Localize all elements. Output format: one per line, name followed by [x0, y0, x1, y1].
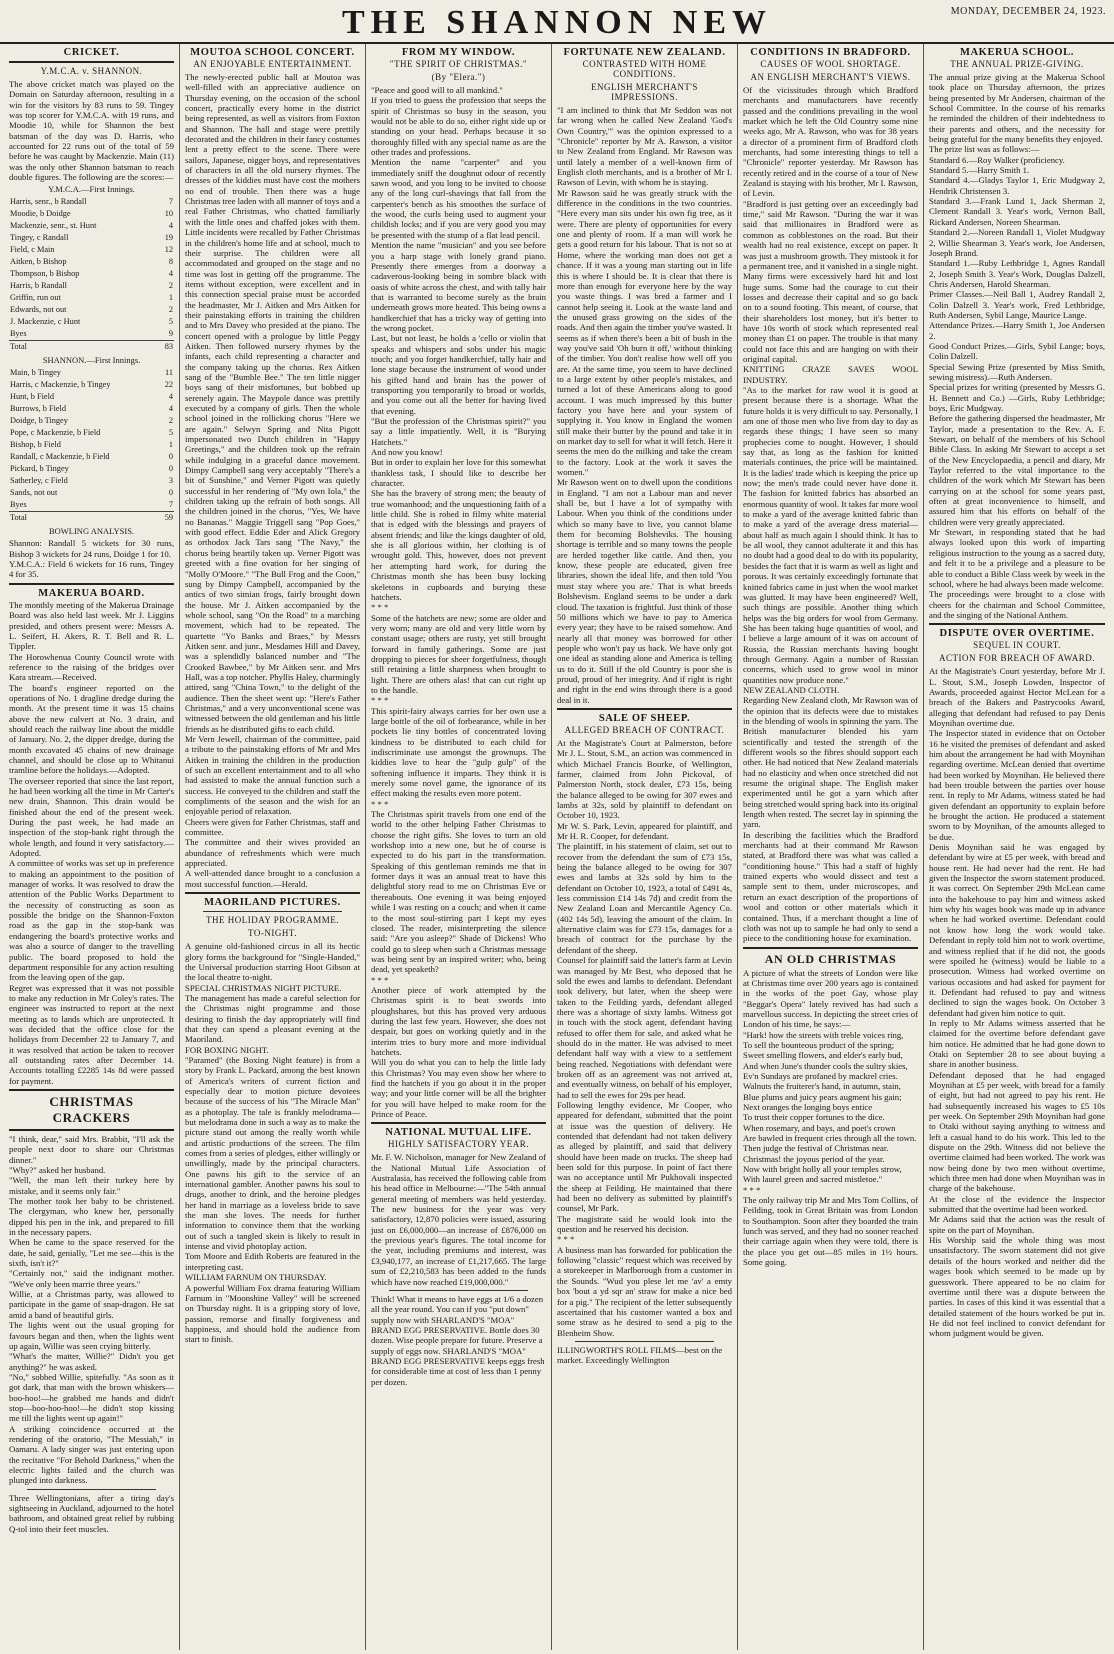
total-runs: 59: [152, 512, 174, 525]
score-row: [9, 196, 174, 208]
article-heading: MAORILAND PICTURES.: [204, 897, 341, 909]
byline: (By "Elera."): [431, 72, 486, 82]
score-row: [9, 451, 174, 463]
score-row: [9, 280, 174, 292]
column-3: [366, 44, 552, 1650]
article-subheading: ALLEGED BREACH OF CONTRACT.: [564, 724, 725, 735]
innings-heading: Y.M.C.A.—First Innings.: [48, 184, 135, 195]
article-footer: Three Wellingtonians, after a tiring day's sightseeing in Auckland, adjourned to the hotel bathroom, and obtained great relief by rubbing Q-tol into their feet muscles.: [9, 1492, 177, 1534]
newspaper-page: [4, 44, 1110, 1650]
article-subheading: THE ANNUAL PRIZE-GIVING.: [950, 59, 1084, 69]
batsman-runs: 5: [168, 317, 173, 327]
batsman-name: Burrows, b Field: [10, 404, 67, 414]
batsman-name: Moodie, b Doidge: [10, 209, 71, 219]
scorecard-table: [9, 196, 174, 353]
score-row: [9, 316, 174, 328]
score-row: [9, 499, 174, 512]
article-subheading: ENGLISH MERCHANT'S IMPRESSIONS.: [591, 82, 698, 102]
score-row: [9, 208, 174, 220]
sale-of-sheep-article: [557, 713, 732, 1366]
divider: [9, 1129, 174, 1131]
batsman-runs: 2: [168, 281, 173, 291]
article-body: The monthly meeting of the Makerua Drainage Board was also held last week. Mr J. Liggins presided, and others present were: Messrs A. L. Seifert, H. Akers, R. T. Bell and R. L. Tippler. The Horowhenua County Council wrote with reference to the raising of the bridges over Kara stream.—Received. The board's engineer reported on the operations of No. 1 dragline dredge during the month. At the present time it was 15 chains above the new culvert at No. 3 drain, and should reach the railway line about the middle of January. No. 2, the dipper dredge, during the month excavated 45 chains of new drainage channel, and should be close up to Whitanui tramline before the holidays.—Adopted. The overseer reported that since the last report, he had been working all the time in Mr Carter's new drain, Shannon. This drain would be finished about the end of the present week. During the past week, he had made an inspection of the stop-bank right through the whole length, and found it very satisfactory.—Adopted. A committee of works was set up in preference to making an appointment to the position of manager of works. It was resolved to draw the attention of the Public Works Department to the necessity of constructing as soon as possible the bridge on the Shannon-Foxton road as the gap in the stop-bank was endangering the board's protective works and was also a source of danger to the travelling public. The board proposed to hold the department responsible for any action resulting from the leaving open of the gap. Regret was expressed that it was not possible to make any reduction in Mr Coley's rates. The engineer was instructed to report at the next meeting as to lands which are unprotected. It was decided that the office close for the holidays from December 22 to January 7, and it was resolved that action be taken to recover all outstanding rates after December 14. Accounts totalling £2285 14s 8d were passed for payment.: [9, 599, 174, 1086]
issue-date: MONDAY, DECEMBER 24, 1923.: [950, 6, 1106, 17]
article-heading: FROM MY WINDOW.: [401, 47, 516, 58]
article-body: Of the vicissitudes through which Bradford merchants and manufacturers have recently passed and the conditions prevailing in the wool market which he left the Old Country some nine weeks ago, Mr A. Rawson, who was for 38 years a director of a prominent firm of Bradford cloth merchants, had some interesting things to tell a "Chronicle" reporter yesterday. Mr Rawson has recently retired and in the course of a tour of New Zealand is staying with his brother, Mr I. Rawson, of Levin. "Bradford is just getting over an exceedingly bad time," said Mr Rawson. "During the war it was said that millionaires in Bradford were as common as cobblestones on the road. But their wealth had no real existence, except on paper. It was just a mushroom growth. They mistook it for a permanent tree, and it vanished in a single night. Many firms were excessively hard hit and lost huge sums. Some had the courage to cut their losses and decrease their capital and so go back on to a sound footing. This meant, of course, that their shareholders lost money, but it's better to have 10s worth of stock which represented real money than £1 on paper. The trouble is that many could not face this and are hanging on with their original capital. KNITTING CRAZE SAVES WOOL INDUSTRY. "As to the market for raw wool it is good at present because there is a shortage. What the future holds it is very difficult to say. Personally, I am one of those men who live from day to day as regards these things; I have seen so many prophecies come to nought. However, I should say that, as long as the fashion for knitted materials continues, the price will be maintained. It is the ladies' trade which is keeping the price up now; the men's trade could never have done it. The fashion for knitted fabrics has absorbed an enormous quantity of wool. It takes far more wool to make a yard of the average knitted fabric than to make a yard of the average dress material—about half as much again I should think. It has to be all wool, they cannot adulterate it and this has no doubt had a good deal to do with its popularity, besides the fact that it is warm as well as light and porous. It was certainly exceedingly fortunate that knitted fabrics came in just when the wool market was glutted. It may have been engineered? Well, such things are possible. Another thing which helps was the big orders for wool from Germany. She has been taking huge quantities of wool, and I believe a large amount of it was on account of Russia, the Russian merchants having bought through Germany. Again a number of Russian concerns, which used to grow wool in minor quantities now produce none." NEW ZEALAND CLOTH. Regarding New Zealand cloth, Mr Rawson was of the opinion that its defects were due to mistakes in the blending of wools in spinning the yarn. The British manufacturer blended his yarn scientifically and tested the strength of the different wools so the fibres should support each other. He had noticed that New Zealand materials had no elasticity and when once stretched did not resume the original shape. The English maker experimented until he got a yarn which after being stretched would spring back into its original length when rested. The secret lay in spinning the yarn. In describing the facilities which the Bradford merchants had at their command Mr Rawson stated, at Bradford there was what was called a "conditioning house." This had a staff of highly trained experts who would dissect and test a sample sent to them, under microscopes, and return an exact description of the proportions of wool and cotton or other materials which it contained. Thus, if a merchant thought a line of cloth was not up to sample he had only to send a piece to the conditioning house for examination.: [743, 85, 918, 944]
batsman-runs: 11: [165, 368, 173, 378]
batsman-runs: 19: [164, 233, 173, 243]
total-row: [9, 341, 174, 354]
batsman-runs: 9: [168, 329, 173, 339]
newspaper-title: THE SHANNON NEW: [341, 4, 773, 41]
total-label: Total: [9, 341, 152, 354]
article-subheading: AN ENGLISH MERCHANT'S VIEWS.: [750, 72, 911, 82]
batsman-runs: 22: [164, 380, 173, 390]
article-heading: AN OLD CHRISTMAS: [764, 951, 897, 966]
score-row: [9, 304, 174, 316]
batsman-runs: 7: [168, 500, 173, 510]
batsman-name: Tingey, c Randall: [10, 233, 69, 243]
cricket-article: [9, 47, 177, 580]
article-heading: MOUTOA SCHOOL CONCERT.: [190, 47, 355, 58]
advertisement: Think! What it means to have eggs at 1/6 a dozen all the year round. You can if you "put down" supply now with SHARLAND'S "MOA" BRAND EGG PRESERVATIVE. Bottle does 30 dozen. Wise people prepare for future. Preserve a supply of eggs now. SHARLAND'S "MOA" BRAND EGG PRESERVATIVE keeps eggs fresh for considerable time at cost of less than 1 penny per dozen.: [371, 1293, 547, 1387]
article-heading: DISPUTE OVER OVERTIME.: [939, 628, 1095, 640]
score-row: [9, 427, 174, 439]
article-body: A picture of what the streets of London were like at Christmas time over 200 years ago is contained in the works of the poet Gay, whose play "Beggar's Opera" lately revived has had such a marvellous success. In depicting the street cries of London of his time, he says:— "Hark! how the streets with treble voices ring, To sell the bounteous product of the spring; Sweet smelling flowers, and elder's early bud, And when June's thunder cools the sultry skies, Ev'n Sundays are profaned by mackrel cries. Walnuts the fruiterer's hand, in autumn, stain, Blue plums and juicy pears augment his gain; Next oranges the longing boys entice To trust their copper fortunes to the dice. When rosemary, and bays, and poet's crown Are bawled in frequent cries through all the town. Then judge the festival of Christmas near. Christmas! the joyous period of the year. Now with bright holly all your temples strow, With laurel green and sacred mistletoe." * * * The only railway trip Mr and Mrs Tom Collins, of Feilding, took in Great Britain was from London to Southampton. Soon after they boarded the train lunch was served, and they had no sooner reached their carriage again when they were told, there is the place you get out—85 miles in 1½ hours. Some going.: [743, 967, 918, 1268]
score-row: [9, 256, 174, 268]
divider: [743, 947, 918, 949]
batsman-name: Byes: [10, 500, 27, 510]
batsman-name: Sands, not out: [10, 488, 58, 498]
score-row: [9, 232, 174, 244]
article-subheading: HIGHLY SATISFACTORY YEAR.: [387, 1139, 530, 1150]
christmas-crackers-article: [9, 1093, 177, 1534]
batsman-name: Main, b Tingey: [10, 368, 61, 378]
column-2: [180, 44, 366, 1650]
batsman-name: Randall, c Mackenzie, b Field: [10, 452, 110, 462]
article-subheading: THE HOLIDAY PROGRAMME.: [205, 915, 340, 926]
article-body: The annual prize giving at the Makerua School took place on Thursday afternoon, the prizes being presented by Mr Andersen, chairman of the School Committee. In the course of his remarks he reminded the children of their indebtedness to their parents and others, and the necessity for being grateful for the many benefits they enjoyed. The prize list was as follows:— Standard 6.—Roy Walker (proficiency. Standard 5.—Harry Smith 1. Standard 4.—Gladys Taylor 1, Eric Mudgway 2, Hendrik Christensen 3. Standard 3.—Frank Lund 1, Jack Sherman 2, Clement Randall 3. Year's work, Vernon Ball, Rickard Andersen, Noreen Shearman. Standard 2.—Noreen Randall 1, Violet Mudgway 2, Willie Shearman 3. Year's work, Joe Andersen, Joseph Brand. Standard 1.—Ruby Lethbridge 1, Agnes Randall 2, Joseph Smith 3. Year's Work, Douglas Dalzell, Chris Andersen, Harold Shearman. Primer Classes.—Neil Ball 1, Audrey Randall 2, Colin Dalzell 3. Year's work, Fred Lethbridge, Ruth Andersen, Sybil Lange, Maurice Lange. Attendance Prizes.—Harry Smith 1, Joe Andersen 2. Good Conduct Prizes.—Girls, Sybil Lange; boys, Colin Dalzell. Special Sewing Prize (presented by Miss Smith, sewing mistress).—Ruth Andersen. Special prizes for writing (presented by Messrs G. H. Bennett and Co.) —Girls, Ruby Lethbridge; boys, Eric Mudgway. Before the gathering dispersed the headmaster, Mr Taylor, made a presentation to the Rev. A. F. Stewart, on behalf of the members of his School Bible Class. In asking Mr Stewart to accept a set of the New Encyclopaedia, a pencil and diary, Mr Taylor referred to the vital importance to the children of the work which Mr Stewart has been carrying on at the school for some years past, often at great inconvenience to himself, and assured him that his efforts on behalf of the children were very greatly appreciated. Mr Stewart, in responding stated that he had always looked upon this work of imparting religious instruction to the young as a sacred duty, and felt it to be a privilege and a pleasure to be able to conduct a Bible Class week by week in the school, where he had always been made welcome. The proceedings were brought to a close with cheers for the chairman and School Committee, and the singing of the National Anthem.: [929, 72, 1105, 620]
bowling-heading: BOWLING ANALYSIS.: [48, 526, 135, 537]
batsman-name: Bishop, b Field: [10, 440, 61, 450]
batsman-runs: 4: [168, 269, 173, 279]
batsman-name: Aitken, b Bishop: [10, 257, 67, 267]
batsman-name: Mackenzie, senr., st. Hunt: [10, 221, 97, 231]
batsman-runs: 8: [168, 257, 173, 267]
divider: [929, 623, 1105, 625]
batsman-runs: 4: [168, 392, 173, 402]
article-subheading: AN ENJOYABLE ENTERTAINMENT.: [193, 59, 352, 69]
fortunate-nz-article: [557, 47, 732, 705]
batsman-runs: 7: [168, 197, 173, 207]
maoriland-pictures-article: [185, 897, 360, 1344]
score-row: [9, 439, 174, 451]
batsman-name: Pope, c Mackenzie, b Field: [10, 428, 101, 438]
batsman-runs: 3: [168, 476, 173, 486]
article-heading: NATIONAL MUTUAL LIFE.: [385, 1127, 532, 1139]
dispute-overtime-article: [929, 628, 1105, 1338]
score-row: [9, 244, 174, 256]
article-body: The newly-erected public hall at Moutoa was well-filled with an appreciative audience on Thursday evening, on the occasion of the school concert, practically every home in the district being represented, as well as visitors from Foxton and Shannon. The hall and stage were prettily decorated and the children in their fancy costumes lent a pretty effect to the scene. There were sailors, Japanese, nigger boys, and representatives of characters in all the old nursery rhymes. The dresses of the kiddies must have cost the mothers no end of trouble. Then there was a huge Christmas tree laden with all manner of toys and a real Father Christmas, who chatted familiarly with the little ones and chaffed jokes with them. Little incidents were recalled by Father Christmas in the children's home life and at school, much to their surprise. The children were all accommodated and grouped on the stage and no time was lost in getting off the programme. The items without exception, were excellent and in this connection special praise must be accorded the headmaster, Mr J. Aitken and Mrs Aitken for their painstaking efforts in training the children and to Mrs Davey who presided at the piano. The concert opened with a prologue by little Peggy Aitken. Then followed nursery rhymes by the infants, each child representing a character and the company taking up the chorus. Rex Aitken sang of the "Bumble Bee." The ten little nigger boys sang of their misfortunes, but bobbed up serenely again. The Maypole dance was prettily executed by a company of girls. Then the whole school joined in the rollicking chorus "Here we are again." Selwyn Spring and Nita Pigott impersonated two Dutch children in "Happy Greetings," and the children took up the refrain while indulging in a graceful dance movement. Dimpy Campbell sang very acceptably "There's a bit of Sunshine," and Verner Pigott was quietly successful in her rendering of "My own Iola," the children taking up the refrain of both songs. All the children joined in the chorus, "Yes, We have no Bananas." Maggie Triggell sang "Pop Goes," with good effect. Eddie Eder and Alick Gregory as orthodox Jack Tars sang "The Navy," the chorus being heartily taken up. Verner Pigott was greeted with a fine ovation for her singing of "Molly O'Moore." "The Bull Frog and the Coon," sung by Dimpy Campbell, accompanied by the antics of two simian frogs, fairly brought down the house. Mr J. Aitken accompanied by the whole school, sang "On the Road" to a marching movement, which had to be repeated. The quartette "Yo Banks and Braes," by Messrs Aitken senr. and junr., Mesdames Hill and Davey, was a splendidly balanced number and "The Crooked Bawbee," by Mr Aitken senr. and Mrs Hall, was a top notcher. Phyllis Haley, charmingly attired, sang "China Town," to the delight of the audience. Then the sheet went up: "Here's Father Christmas," and a very unconventional scene was witnessed between the old gentleman and his little friends as he distributed gifts to each child. Mr Vern Jewell, chairman of the committee, paid a tribute to the painstaking efforts of Mr and Mrs Aitken in training the children in the production of such an excellent entertainment and to all who had assisted to make the annual function such a success. He conveyed to the children and staff the compliments of the season and the wish for an enjoyable period of relaxation. Cheers were given for Father Christmas, staff and committee. The committee and their wives provided an abundance of refreshments which were much appreciated. A well-attended dance brought to a conclusion a most successful function.—Herald.: [185, 72, 360, 889]
batsman-name: Pickard, b Tingey: [10, 464, 69, 474]
batsman-runs: 0: [168, 464, 173, 474]
article-heading: CHRISTMAS CRACKERS: [49, 1093, 134, 1125]
score-row: [9, 391, 174, 403]
from-my-window-article: [371, 47, 546, 1119]
moutoa-concert-article: [185, 47, 360, 889]
batsman-runs: 5: [168, 428, 173, 438]
batsman-runs: 4: [168, 404, 173, 414]
column-4: [552, 44, 738, 1650]
divider: [9, 583, 174, 585]
score-row: [9, 328, 174, 341]
batsman-name: Byes: [10, 329, 27, 339]
bowling-analysis: Shannon: Randall 5 wickets for 30 runs, Bishop 3 wickets for 24 runs, Doidge 1 for 10. Y.M.C.A.: Field 6 wickets for 16 runs, Tingey 4 for 35.: [9, 538, 174, 580]
article-body: The above cricket match was played on the Domain on Saturday afternoon, resulting in a win for the visitors by 83 runs to 59. Tingey was top scorer for Y.M.C.A. with 19 runs, and Moodie 10, while for Shannon the best batsman of the day was D. Harris, who accounted for 22 runs out of the total of 59 before he was caught by Mackenzie. Main (11) was the only other Shannon batsman to reach double figures. The following are the scores:—: [9, 79, 177, 183]
batsman-name: Harris, c Mackenzie, b Tingey: [10, 380, 111, 390]
column-1: [4, 44, 180, 1650]
column-5: [738, 44, 924, 1650]
article-heading: MAKERUA SCHOOL.: [959, 47, 1074, 58]
article-heading: CONDITIONS IN BRADFORD.: [750, 47, 911, 58]
batsman-runs: 0: [168, 488, 173, 498]
bradford-article: [743, 47, 918, 944]
divider: [389, 1290, 528, 1291]
article-body: At the Magistrate's Court yesterday, before Mr J. L. Stout, S.M., Joseph Lowden, Inspector of Awards, proceeded against Hector McLean for a breach of the Bakers and Pastrycooks Award, alleging that defendant had refused to pay Denis Moynihan overtime due. The Inspector stated in evidence that on October 16 he visited the premises of defendant and asked him about the arrangement he had with Moynihan regarding overtime. McLean denied that overtime had been worked by Moynihan. He believed there had been trouble between the parties over house rent. In reply to Mr Adams, witness stated he had given defendant an opportunity to explain before he brought the action. He produced a statement sworn to by Moynihan, of the amounts alleged to be due. Denis Moynihan said he was engaged by defendant by wire at £5 per week, with bread and house rent. He had never had the rent. He had given the Inspector the sworn statement produced. It was correct. On September 29th McLean came into the bakehouse to pay him and witness asked him why his wages book was made up in advance when he had worked overtime. Defendant could not know how long the work would take. Defendant in reply told him not to work overtime, and witness replied that if he did not, the goods were spoiled he (witness) would be liable to a prosecution. Witness had worked overtime on various occasions and had asked for payment for it. Defendant had refused to pay and witness declined to sign the wages book. On October 3 defendant had given him notice to quit. In reply to Mr Adams witness asserted that he claimed for the overtime before defendant gave him notice. He admitted that he had gone down to Otaki on September 28 to see about buying a share in another business. Defendant deposed that he had engaged Moynihan at £5 per week, with bread for a family of eight, but had not agreed to pay his rent. He had subsequently increased his wages to £5 10s per week. On September 29th Moynihan had gone to Otaki without saying anything to witness and left a casual hand to do his work. This led to the dispute on the 29th. Witness did not believe the overtime claimed had been worked. The work was now being done by two men without overtime, which three men had done when Moynihan was in charge of the bakehouse. At the close of the evidence the Inspector submitted that the overtime had been worked. Mr Adams said that the action was the result of spite on the part of Moynihan. His Worship said the whole thing was most unsatisfactory. The sworn statement did not give details of the hours worked and neither did the wages book which seemed to be made up by guesswork. There appeared to be no claim for overtime until there was a dispute between the parties. In cases of this kind it was essential that a detailed statement of the hours worked be put in. He did not feel inclined to convict defendant for whom judgment would be given.: [929, 666, 1105, 1339]
article-body: "Peace and good will to all mankind." If you tried to guess the profession that seeps the spirit of Christmas so busy in the season, you would not be able to do so, either right side up or standing on your head. Perhaps because it so thoroughly filled with any special name as are the other trades and professions. Mention the name "carpenter" and you immediately sniff the doughnut odour of recently sawn wood, and you long to be invited to choose any of the long curl-shavings that fall from the carpenter's bench as his smoothes the surface of the wood, the curls being used to augment your childish locks; and if you are very good you may be presented with the stump of a flat lead pencil. Mention the name "musician" and you see before you a harp stage with lonely grand piano. Presently there emerges from a doorway a cadaverous-looking being in sombre black with oasis of white across the chest, and with tally hair that is warranted to become surely as the brain underneath grows more heated. This being owns a handkerchief that has a tricky way of getting into the wrong pocket. Last, but not least, he holds a 'cello or violin that speaks and whispers and sobs under his magic touch; and you forget handkerchief, tally hair and lone stage because the instrument of wood under his gifted hand and brain has the power of transporting you temporarily to broad or worlds, and you come out all the better for having lived that evening. "But the profession of the Christmas spirit?" you say a little impatiently. Well, it is "Burying Hatchets." And now you know! But in order to explain her love for this somewhat thankless task, I should like to describe her character. She has the bravery of strong men; the beauty of true womanhood; and the unquestioning faith of a little child. She is robed in filmy white material that is edged with the blessings and prayers of absent friends; and like the kings daughter of old, she is all glorious within, her clothing is of wrought gold. This, however, does not prevent her attempting hard work, for during the Christmas month she has been busy locking skeletons in cupboards and burying these hatchets. * * * Some of the hatchets are new; some are older and very worn; many are old and very little worn by constant usage; others are rusty, yet still brought forward in family gatherings. Some are just dropping to pieces for sheer forgetfulness, though still retaining a little sharpness when brought to light. There are others alas! that can cut right up to the handle. * * * This spirit-fairy always carries for her own use a large bottle of the oil of forbearance, while in her pockets lie tiny bottles of concentrated loving kindness to be distributed to each child for indiscriminate use amongst the grownups. The kiddies love to hear the "gulp gulp" of the softening influence it imparts. They think it is merely some novel game, the ignorance of its effect making the results even more potent. * * * The Christmas spirit travels from one end of the world to the other helping Father Christmas to choose the right gifts. She loves to turn an old workshop into a new one, but he of course is expected to do his part in the transformation. Speaking of this gentleman reminds me that in former days it was an annual treat to have this delightful story read to me on Christmas Eve or thereabouts. One evening it was being enjoyed while I was resting on a couch; and when it came to the most soul-stirring part I kept my eyes closed. The reader, misinterpreting the silence said: "Are you asleep?" Shade of Dickens! Who could go to sleep when such a Christmas message was being sent by an inspired writer; who, being dead, yet speaketh? * * * Another piece of work attempted by the Christmas spirit is to beat swords into ploughshares, but this has proved very arduous during the last few years. However, she does not despair, but goes on working quietly and in the interim tries to bury more and more individual hatchets. Will you do what you can to help the little lady this Christmas? You may even show her where to find the hatchets if you go about it in the proper way; and your little corner will be all the brighter for you will have helped to make room for the Prince of Peace.: [371, 85, 546, 1120]
article-subheading: CONTRASTED WITH HOME CONDITIONS.: [582, 59, 707, 79]
batsman-runs: 10: [164, 209, 173, 219]
batsman-runs: 0: [168, 452, 173, 462]
article-body: A genuine old-fashioned circus in all its hectic glory forms the background for "Single-Handed," the Universal production starring Hoot Gibson at the local theatre to-night. SPECIAL CHRISTMAS NIGHT PICTURE. The management has made a careful selection for the Christmas night programme and those desiring to finish the day appropriately will find that they can spend a pleasant evening at the Maoriland. FOR BOXING NIGHT. "Paramed" (the Boxing Night feature) is from a story by Frank L. Packard, among the best known of America's writers of current fiction and especially dear to motion picture devotees because of the success of his "The Miracle Man" as a photoplay. The tale is frankly melodrama—but melodrama done in such a way as to make the picture stand out among the really worth while and artistic productions of the screen. The film comes from a series of pledges, either willingly or unwillingly, made by the principal characters. One pawns his gift to the service of an international gambler. Another pawns his soul to drugs, another to drink, and the heroine pledges her hand in marriage as a loveless bride to save the man she loves. The needs for further information to convince them that the working out of such a tangled skein is likely to result in intense and vivid photoplay action. Tom Moore and Edith Roberts are featured in the interpreting cast. WILLIAM FARNUM ON THURSDAY. A powerful William Fox drama featuring William Farnum in "Moonshine Valley" will be screened on Thursday night. It is a gripping story of love, passion, remorse and finally forgiveness and happiness, and should hold the audience from start to finish.: [185, 941, 360, 1345]
article-subheading: ACTION FOR BREACH OF AWARD.: [938, 653, 1096, 664]
article-body: "I think, dear," said Mrs. Brabbit, "I'll ask the people next door to share our Christmas dinner." "Why?" asked her husband. "Well, the man left their turkey here by mistake, and it seems only fair." The mother took her baby to be christened. The clergyman, who knew her, personally dipped his pen in the ink, and prepared to fill in the necessary papers. When he came to the space reserved for the date, he said, genially, "Let me see—this is the sixth, isn't it?" "Certainly not," said the indignant mother. "We've only been marrie three years." Willie, at a Christmas party, was allowed to participate in the game of snap-dragon. He sat amid a band of beautiful girls. The lights went out the usual groping for favours began and then, when the lights went up again, Willie was seen crying bitterly. "What's the matter, Willie?" Didn't you get anything?" he was asked. "No," sobbed Willie, spitefully. "As soon as it got dark, that man with the brown whiskers—boo-hoo!—he grabbed me hands and didn't stop—boo-hoo-hoo!—he didn't stop kissing me till the lights went up again!" A striking coincidence occurred at the rendering of the oratorio, "The Messiah," in Oamaru. A lady singer was just entering upon the recitative "For Behold Darkness," when the electric lights failed and the church was plunged into darkness.: [9, 1133, 174, 1486]
article-subheading: TO-NIGHT.: [248, 928, 297, 939]
article-heading: SALE OF SHEEP.: [598, 712, 691, 724]
batsman-runs: 2: [168, 305, 173, 315]
divider: [9, 61, 174, 63]
score-row: [9, 292, 174, 304]
batsman-runs: 1: [168, 293, 173, 303]
article-subheading: "THE SPIRIT OF CHRISTMAS.": [389, 59, 528, 69]
score-row: [9, 463, 174, 475]
batsman-name: Edwards, not out: [10, 305, 67, 315]
article-body: Mr. F. W. Nicholson, manager for New Zealand of the National Mutual Life Association of Australasia, has received the following cable from his head office in Melbourne:—"The 54th annual general meeting of members was held yesterday. The new business for the year was very satisfactory, 12,870 policies were issued, assuring just on £6,000,000—an increase of £876,000 on the previous year's figures. The total income for the year, including premiums and interest, was £3,940,177, an increase of £1,217,665. The large sum of £2,210,583 has been added to the funds which have now reached £19,000,000.": [371, 1152, 549, 1287]
divider: [371, 1122, 546, 1124]
column-6: [924, 44, 1110, 1650]
masthead: [0, 0, 1114, 44]
batsman-runs: 12: [164, 245, 173, 255]
article-heading: CRICKET.: [63, 47, 120, 58]
batsman-runs: 1: [168, 440, 173, 450]
total-label: Total: [9, 512, 152, 525]
batsman-name: Satherley, c Field: [10, 476, 68, 486]
divider: [575, 1341, 714, 1342]
article-subheading: Y.M.C.A. v. SHANNON.: [40, 66, 143, 76]
divider: [9, 1089, 174, 1091]
advertisement: ILLINGWORTH'S ROLL FILMS—best on the market. Exceedingly Wellington: [557, 1344, 725, 1366]
score-row: [9, 487, 174, 499]
makerua-board-article: [9, 588, 174, 1086]
divider: [27, 1489, 156, 1490]
score-row: [9, 475, 174, 487]
score-row: [9, 220, 174, 232]
article-subheading: CAUSES OF WOOL SHORTAGE.: [760, 59, 901, 69]
score-row: [9, 268, 174, 280]
batsman-name: Hunt, b Field: [10, 392, 55, 402]
total-runs: 83: [152, 341, 174, 354]
innings-heading: SHANNON.—First Innings.: [42, 355, 141, 366]
divider: [203, 911, 342, 912]
batsman-runs: 2: [168, 416, 173, 426]
article-subheading: SEQUEL IN COURT.: [973, 640, 1061, 651]
divider: [557, 708, 732, 710]
batsman-name: Harris, b Randall: [10, 281, 67, 291]
batsman-runs: 4: [168, 221, 173, 231]
score-row: [9, 403, 174, 415]
article-body: "I am inclined to think that Mr Seddon was not far wrong when he called New Zealand 'God's Own Country,'" was the opinion expressed to a "Chronicle" reporter by Mr A. Rawson, a visitor to New Zealand from England. Mr Rawson was until lately a member of a well-known firm of English cloth merchants, and is a brother of Mr I. Rawson of Levin, with whom he is staying. Mr Rawson said he was greatly struck with the difference in the conditions in the two countries. "Here every man sits under his own fig tree, as it were. There are plenty of opportunities for every one and plenty of room. If a man will work he gets a good return for his labour. That is not so at Home, where the working man does not get a chance. If it was a young man starting out in life this is where I should be. It is clear that there is more than enough for everyone here by the way you waste things. I was bred a farmer and I cannot help seeing it. Look at the waste land and the unused grass growing on the sides of the roads. And then again the timber you've wasted. It seems as if when there's been a bit of bush in the way you've said 'Oh burn it off,' without thinking of the timber. You don't realise how well off you are. At the same time, you seem to have declined to a large extent by other people's mistakes, and turned a lot of these Americans along to good account. I was much impressed by this butter factory you have here and your system of supplying it. You know in England the women still make their butter by the pound and take it in on market day to sell for what it will fetch. Here it seems the men do the milking and take the cream to the factory. Look at the work it saves the women." Mr Rawson went on to dwell upon the conditions in England. "I am not a Labour man and never shall be, but I have a lot of sympathy with Labour. When you think of the conditions under which so many have to live, you cannot blame them for becoming Bolsheviks. The housing shortage is terrible and so many towns the people are herded together like cattle. And then, you know, these people are educated, given free libraries, shown the ideal life, and then told 'You must stay where you are.' That is what breeds Bolshevism. England seems to be under a dark cloud. The taxation is frightful. Just think of those 50 millions which we have to pay to America every year; they have to be raised somehow. And nearly all that money was borrowed for other people who won't pay us back. We have only got one ideal as standing alone and America is telling us to do it. Still if the old Country is poor she is proud, proud of her integrity. And if right is right and right in the end wins through there is a good deal in it.: [557, 105, 732, 705]
batsman-name: Doidge, b Tingey: [10, 416, 68, 426]
article-heading: FORTUNATE NEW ZEALAND.: [563, 47, 726, 58]
score-row: [9, 379, 174, 391]
article-body: At the Magistrate's Court at Palmerston, before Mr J. L. Stout, S.M., an action was commenced in which Michael Francis Bourke, of Wellington, farmer, claimed from John Pickoval, of Palmerston North, stock dealer, £73 15s, being the balance alleged to be owing for 307 ewes and lambs at 32s, sold by plaintiff to defendant on October 10, 1923. Mr W. S. Park, Levin, appeared for plaintiff, and Mr H. R. Cooper, for defendant. The plaintiff, in his statement of claim, set out to recover from the defendant the sum of £73 15s, being the balance alleged to be owing for 307 ewes and lambs at 32s sold by him to the defendant on October 10, 1923, a total of £491 4s, less commission £14 14s 7d) and credit from the New Zealand Loan and Mercantile Agency Co. (402 14s 5d), leaving the amount of the claim. In alternative claim was for £73 15s, damages for a breach of contract for the purchase by the defendant of the sheep. Counsel for plaintiff said the latter's farm at Levin was managed by Mr Best, who deposed that he sold the ewes and lambs to defendant. Defendant took delivery, but later, when the sheep were taken to the Feilding yards, defendant alleged there was a shortage of sixty lambs. Witness got in touch with the stock agent, defendant having refused to offer them for sale, and asked what he should do in the matter. He was advised to meet defendant half way with a view to a settlement being reached. Negotiations with defendant were broken off as an agreement was not arrived at, and eventually witness, on behalf of his employer, had to sell the ewes for 29s per head. Following lengthy evidence, Mr Cooper, who appeared for defendant, submitted that the point at issue was the question of delivery. He contended that defendant had not taken delivery as alleged by plaintiff, and said that delivery should have been made on trucks. The sheep had been sold for this purpose. In point of fact there was no acceptance until Mr Pukhovali inspected the sheep at Feilding. He maintained that there had been no delivery as submitted by plaintiff's counsel, Mr Park. The magistrate said he would look into the question and he reserved his decision. * * * A business man has forwarded for publication the following "classic" request which was received by a storekeeper in Marlborough from a customer in the Sounds. "Wud you plese let me 'av' a emty box 'bout a yd sqr an' straw for make a nice bed for a pig." The recipient of the letter subsequently ascertained that his customer wanted a box and some straw as he desired to send a pig to the Blenheim Show.: [557, 737, 732, 1338]
article-heading: MAKERUA BOARD.: [38, 587, 145, 599]
score-row: [9, 415, 174, 427]
batsman-name: Harris, senr., b Randall: [10, 197, 87, 207]
total-row: [9, 512, 174, 525]
national-mutual-article: [371, 1127, 549, 1387]
old-christmas-article: [743, 952, 918, 1268]
batsman-name: Field, c Main: [10, 245, 55, 255]
score-row: [9, 367, 174, 379]
batsman-name: J. Mackenzie, c Hunt: [10, 317, 81, 327]
divider: [185, 892, 360, 894]
batsman-name: Griffin, run out: [10, 293, 61, 303]
scorecard-table: [9, 367, 174, 524]
batsman-name: Thompson, b Bishop: [10, 269, 80, 279]
makerua-school-article: [929, 47, 1105, 620]
